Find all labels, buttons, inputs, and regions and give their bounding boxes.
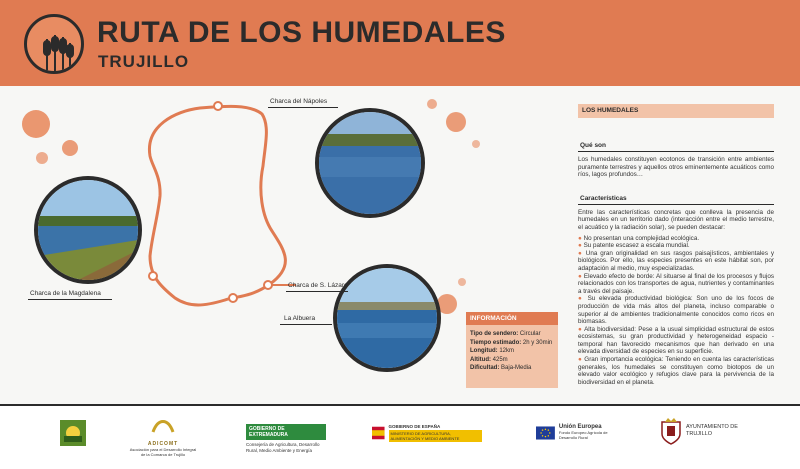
- union-europea-logo: Unión Europea Fondo Europeo Agrícola de Desarrollo Rural: [536, 424, 616, 442]
- info-row: Dificultad: Baja-Media: [470, 365, 532, 371]
- sponsor-footer: [0, 406, 800, 469]
- photo-charca-magdalena: [34, 176, 142, 284]
- bullet-icon: ●: [578, 249, 586, 257]
- page-title: RUTA DE LOS HUMEDALES: [97, 16, 506, 49]
- que-son-title: Qué son: [580, 142, 607, 149]
- list-item: ● Una gran originalidad en sus rasgos paisajísticos, ambientales y biológicos. Por ello, las especies presentes en este hábitat son, por adaptación al medio, muy especializadas.: [578, 249, 774, 272]
- label-charca-napoles: Charca del Nápoles: [270, 98, 328, 105]
- leader-logo-icon: [58, 418, 88, 453]
- adicomt-swirl-icon: [148, 416, 178, 436]
- bullet-icon: ●: [578, 356, 585, 364]
- ayuntamiento-trujillo-logo: AYUNTAMIENTO DE TRUJILLO: [660, 416, 760, 446]
- list-item: ● Gran importancia ecológica: Teniendo en cuenta las características generales, los humedales se constituyen como biotopos de un elevado valor ecológico y refugios clave para la pervivencia de la biodiversidad en el planeta.: [578, 356, 774, 386]
- info-row: Longitud: 12km: [470, 348, 514, 354]
- label-charca-magdalena: Charca de la Magdalena: [30, 290, 101, 297]
- divider: [578, 204, 774, 205]
- list-item: ● Su patente escasez a escala mundial.: [578, 242, 690, 250]
- bullet-icon: ●: [578, 242, 584, 250]
- label-charca-lazaro: Charca de S. Lázaro: [288, 282, 348, 289]
- waypoint-albuera-marker: [229, 294, 237, 302]
- photo-charca-napoles: [315, 108, 425, 218]
- text-column: [578, 104, 774, 386]
- photo-la-albuera: [333, 264, 441, 372]
- adicomt-logo: ADICOMT Asociación para el Desarrollo Integral de la Comarca de Trujillo: [128, 416, 198, 457]
- info-row: Altitud: 425m: [470, 356, 508, 363]
- waypoint-magdalena-marker: [149, 272, 157, 280]
- page-subtitle: TRUJILLO: [98, 52, 190, 71]
- info-heading: INFORMACIÓN: [466, 312, 558, 325]
- list-item: ● Elevado efecto de borde: Al situarse al final de los procesos y flujos relacionados con los transportes de agua, nutrientes y contaminantes a través del paisaje.: [578, 272, 774, 295]
- gobierno-espana-logo: GOBIERNO DE ESPAÑA MINISTERIO DE AGRICULTURA, ALIMENTACIÓN Y MEDIO AMBIENTE: [372, 424, 482, 442]
- waypoint-napoles-marker: [214, 102, 222, 110]
- que-son-body: Los humedales constituyen ecotonos de transición entre ambientes puramente terrestres y aquellos otros eminentemente acuáticos como ríos, lagos profundos…: [578, 156, 774, 179]
- list-item: ● No presentan una complejidad ecológica.: [578, 234, 700, 242]
- caracteristicas-intro: Entre las características concretas que conlleva la presencia de humedales en un territorio dado (interacción entre el medio terrestre, el acuático y la radiación solar), se pueden destacar:: [578, 208, 774, 231]
- bullet-icon: ●: [578, 325, 585, 333]
- label-la-albuera: La Albuera: [284, 315, 316, 322]
- gobierno-extremadura-logo: GOBIERNO DE EXTREMADURA Consejería de Agricultura, Desarrollo Rural, Medio Ambiente y Energía: [246, 424, 326, 453]
- info-row: Tiempo estimado: 2h y 30min: [470, 339, 553, 346]
- info-box: [466, 312, 558, 388]
- label-line: [280, 324, 332, 325]
- spain-shield-icon: [372, 424, 385, 442]
- list-item: ● Su elevada productividad biológica: Son uno de los focos de producción de vida más altos del planeta, incluso comparable o superior al de ambientes tradicionalmente conocidos como ricos en biomasas.: [578, 295, 774, 326]
- divider: [578, 151, 774, 152]
- label-line: [268, 107, 338, 108]
- eu-flag-icon: [536, 424, 555, 442]
- bullet-icon: ●: [578, 295, 588, 303]
- bullet-icon: ●: [578, 234, 584, 242]
- label-line: [286, 291, 348, 292]
- header-banner: [0, 0, 800, 86]
- info-row: Tipo de sendero: Circular: [470, 331, 541, 337]
- cattail-logo-icon: [24, 14, 84, 74]
- bullet-icon: ●: [578, 272, 584, 280]
- list-item: ● Alta biodiversidad: Pese a la usual simplicidad estructural de estos ecosistemas, su gran productividad y heterogeneidad espacio - temporal han favorecido mecanismos que han derivado en una elevada diversidad de especies en su superficie.: [578, 325, 774, 356]
- caracteristicas-title: Características: [580, 194, 627, 202]
- waypoint-lazaro-marker: [264, 281, 272, 289]
- section-header: LOS HUMEDALES: [578, 104, 774, 118]
- label-line: [28, 299, 112, 300]
- trujillo-coat-of-arms-icon: [660, 416, 682, 446]
